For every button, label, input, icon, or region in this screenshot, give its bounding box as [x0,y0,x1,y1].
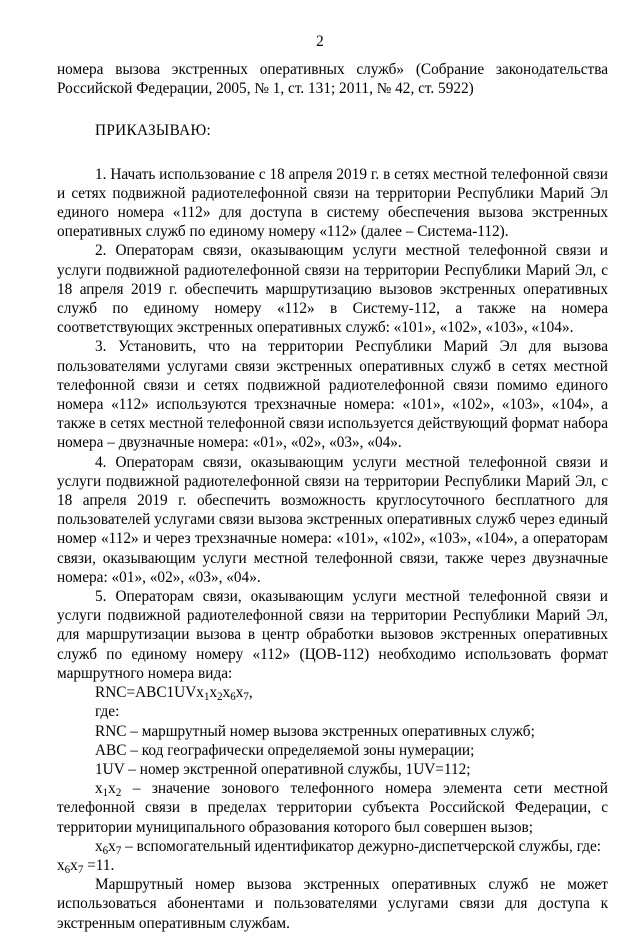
document-body [57,60,608,933]
intro-paragraph: номера вызова экстренных оперативных служб» (Собрание законодательства Российской Федерации, 2005, № 1, ст. 131; 2011, № 42, ст. 5922) [57,61,608,98]
x7-sub: 7 [115,844,122,857]
formula-line [57,683,608,702]
formula-sub-2: 2 [217,690,223,703]
x2-sub: 2 [115,786,122,799]
formula-x6: x [222,684,231,702]
def-x6x7-value [57,856,608,875]
x6-var: x [95,837,103,855]
x6-sub: 6 [102,844,109,857]
closing-paragraph: Маршрутный номер вызова экстренных оперативных служб не может использоваться абонентами и пользователями услугами связи для доступа к экстренным оперативным службам. [57,876,608,932]
x2-var: x [108,780,116,798]
x7-var: x [108,837,116,855]
formula-x7: x [235,684,244,702]
x6-sub-2: 6 [64,863,71,876]
def-abc: ABC – код географически определяемой зоны нумерации; [95,741,475,759]
def-x6x7 [57,837,608,856]
def-rnc: RNC – маршрутный номер вызова экстренных оперативных служб; [95,722,535,740]
formula-sub-7: 7 [243,690,249,703]
item-5: 5. Операторам связи, оказывающим услуги местной телефонной связи и услуги подвижной радиотелефонной связи на территории Республики Марий Эл, для маршрутизации вызова в центр обработки вызовов экстренных оперативных служб по единому номеру «112» (ЦОВ-112) необходимо использовать формат маршрутного номера вида: [57,588,608,682]
x7-sub-2: 7 [77,863,84,876]
formula-prefix: RNC=ABC1UVx [95,684,204,702]
item-1: 1. Начать использование с 18 апреля 2019 г. в сетях местной телефонной связи и сетях подвижной радиотелефонной связи на территории Республики Марий Эл единого номера «112» для доступа в систему обеспечения вызова экстренных оперативных служб по единому номеру «112» (далее – Система-112). [57,165,608,241]
def-uv: 1UV – номер экстренной оперативной службы, 1UV=112; [95,760,471,778]
item-4: 4. Операторам связи, оказывающим услуги местной телефонной связи и услуги подвижной радиотелефонной связи на территории Республики Марий Эл, с 18 апреля 2019 г. обеспечить возможность круглосуточного бесплатного для пользователей услугами связи вызова экстренных оперативных служб через единый номер «112» и через трехзначные номера: «101», «102», «103», «104», а операторам связи, оказывающим услуги местной телефонной связи, также через двузначные номера: «01», «02», «03», «04». [57,453,608,586]
item-2: 2. Операторам связи, оказывающим услуги местной телефонной связи и услуги подвижной радиотелефонной связи на территории Республики Марий Эл, с 18 апреля 2019 г. обеспечить маршрутизацию вызовов экстренных оперативных служб по единому номеру «112» в Систему-112, а также на номера соответствующих экстренных оперативных служб: «101», «102», «103», «104». [57,242,608,337]
x1-sub: 1 [102,786,109,799]
x6x7-text: – вспомогательный идентификатор дежурно-диспетчерской службы, где: [121,837,602,855]
order-heading: ПРИКАЗЫВАЮ: [95,122,212,140]
formula-suffix: , [248,684,253,702]
formula-sub-1: 1 [203,690,210,703]
x6x7-value-text: =11. [83,856,115,874]
x1x2-text: – значение зонового телефонного номера элемента сети местной телефонной связи в пределах территории субъекта Российской Федерации, с территории муниципального образования которого был совершен вызов; [57,780,608,836]
where-label: где: [95,703,120,721]
item-3: 3. Установить, что на территории Республики Марий Эл для вызова пользователями услугами связи экстренных оперативных служб в сетях местной телефонной связи и сетях подвижной радиотелефонной связи помимо единого номера «112» используются трехзначные номера: «101», «102», «103», «104», а также в сетях местной телефонной связи используется действующий формат набора номера – двузначные номера: «01», «02», «03», «04». [57,338,608,452]
def-x1x2 [57,779,608,837]
x1-var: x [95,780,103,798]
x7-var-2: x [70,856,78,874]
formula-sub-6: 6 [230,690,236,703]
x6-var-2: x [57,856,65,874]
formula-x2: x [209,684,218,702]
page-number: 2 [316,33,324,50]
